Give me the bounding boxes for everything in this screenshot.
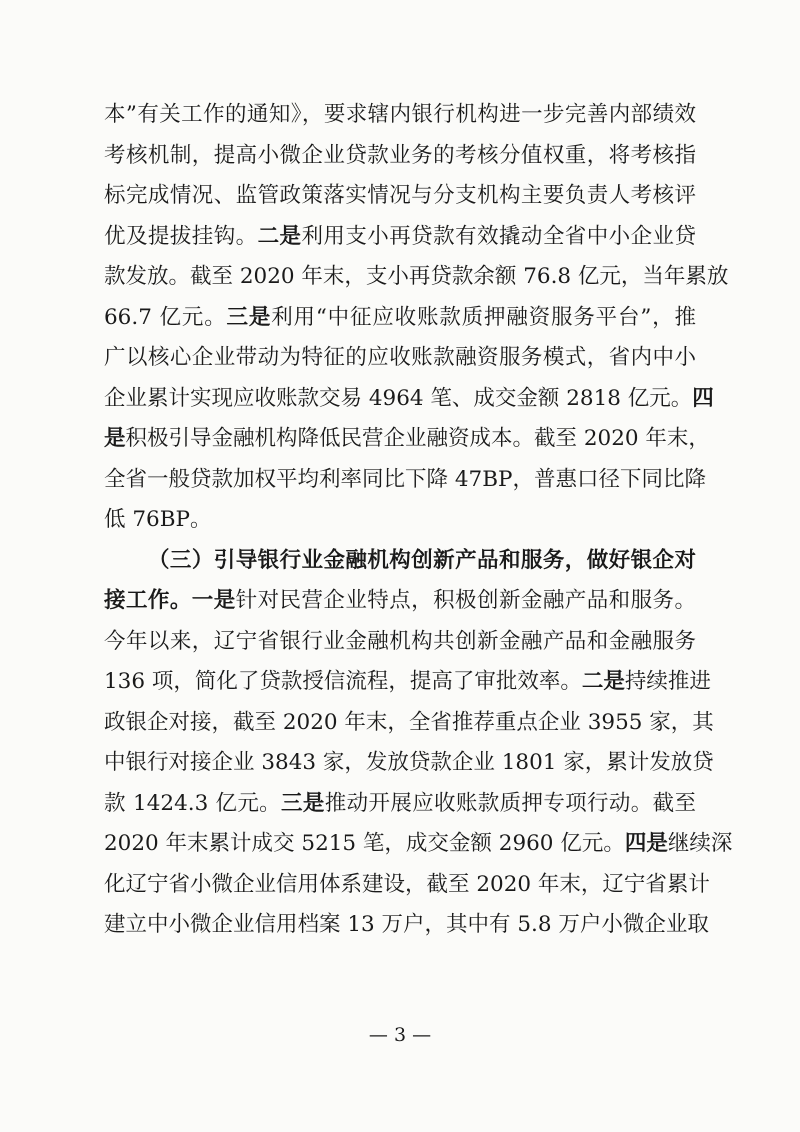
text-segment: 本”有关工作的通知》，要求辖内银行机构进一步完善内部绩效 xyxy=(104,102,696,127)
text-segment: 全省一般贷款加权平均利率同比下降 47BP，普惠口径下同比降 xyxy=(104,466,706,492)
text-line xyxy=(104,703,714,743)
text-segment: 推动开展应收账款质押专项行动。截至 xyxy=(324,790,696,816)
page-number: — 3 — xyxy=(368,1024,432,1046)
text-segment: 款 1424.3 亿元。 xyxy=(104,790,282,816)
bold-text-segment: 三是 xyxy=(281,790,325,816)
text-segment: 企业累计实现应收账款交易 4964 笔、成交金额 2818 亿元。 xyxy=(104,385,693,411)
bold-text-segment: （三）引导银行业金融机构创新产品和服务，做好银企对 xyxy=(148,547,696,573)
bold-text-segment: 二是 xyxy=(581,669,625,694)
text-segment: 136 项，简化了贷款授信流程，提高了审批效率。 xyxy=(104,669,582,694)
text-segment: 优及提拔挂钩。 xyxy=(104,223,258,249)
text-segment: 今年以来，辽宁省银行业金融机构共创新金融产品和金融服务 xyxy=(104,628,696,654)
text-line xyxy=(104,95,696,135)
text-segment: 积极引导金融机构降低民营企业融资成本。截至 2020 年末， xyxy=(125,426,710,451)
text-line xyxy=(104,217,696,257)
bold-text-segment: 三是 xyxy=(226,304,272,330)
text-segment: 利用“中征应收账款质押融资服务平台”，推 xyxy=(271,304,696,330)
text-segment: 款发放。截至 2020 年末，支小再贷款余额 76.8 亿元，当年累放 xyxy=(104,264,729,289)
bold-text-segment: 四 xyxy=(692,385,714,411)
text-line xyxy=(104,379,714,419)
text-segment: 广以核心企业带动为特征的应收账款融资服务模式，省内中小 xyxy=(104,345,696,370)
text-segment: 继续深 xyxy=(667,831,733,856)
text-line xyxy=(104,581,696,621)
text-segment: 政银企对接，截至 2020 年末，全省推荐重点企业 3955 家，其 xyxy=(104,709,714,735)
text-segment: 低 76BP。 xyxy=(104,507,212,532)
text-line xyxy=(104,419,710,459)
text-line xyxy=(104,338,696,378)
bold-text-segment: 是 xyxy=(104,426,126,451)
text-line xyxy=(104,136,696,176)
text-segment: 化辽宁省小微企业信用体系建设，截至 2020 年末，辽宁省累计 xyxy=(104,871,710,897)
text-segment: 2020 年末累计成交 5215 笔，成交金额 2960 亿元。 xyxy=(104,831,625,856)
text-segment: 中银行对接企业 3843 家，发放贷款企业 1801 家，累计发放贷 xyxy=(104,750,714,775)
text-segment: 建立中小微企业信用档案 13 万户，其中有 5.8 万户小微企业取 xyxy=(104,912,709,937)
text-line xyxy=(104,298,696,338)
text-line xyxy=(104,622,696,662)
text-line xyxy=(104,176,696,216)
text-segment: 持续推进 xyxy=(624,669,711,694)
text-line xyxy=(104,784,696,824)
text-line xyxy=(104,743,714,783)
bold-text-segment: 二是 xyxy=(257,223,302,249)
text-segment: 利用支小再贷款有效撬动全省中小企业贷 xyxy=(301,223,696,249)
text-line xyxy=(104,662,711,702)
text-line xyxy=(104,905,709,945)
text-line xyxy=(104,500,696,540)
bold-text-segment: 接工作。 xyxy=(104,588,192,613)
text-line xyxy=(104,824,733,864)
text-segment: 考核机制，提高小微企业贷款业务的考核分值权重，将考核指 xyxy=(104,142,696,168)
text-line xyxy=(104,865,710,905)
text-segment: 标完成情况、监管政策落实情况与分支机构主要负责人考核评 xyxy=(104,183,696,208)
text-line xyxy=(148,541,696,581)
bold-text-segment: 四是 xyxy=(624,831,668,856)
text-segment: 针对民营企业特点，积极创新金融产品和服务。 xyxy=(235,588,696,613)
text-line xyxy=(104,257,729,297)
bold-text-segment: 一是 xyxy=(191,588,236,613)
text-segment: 66.7 亿元。 xyxy=(104,304,227,330)
text-line xyxy=(104,460,706,500)
